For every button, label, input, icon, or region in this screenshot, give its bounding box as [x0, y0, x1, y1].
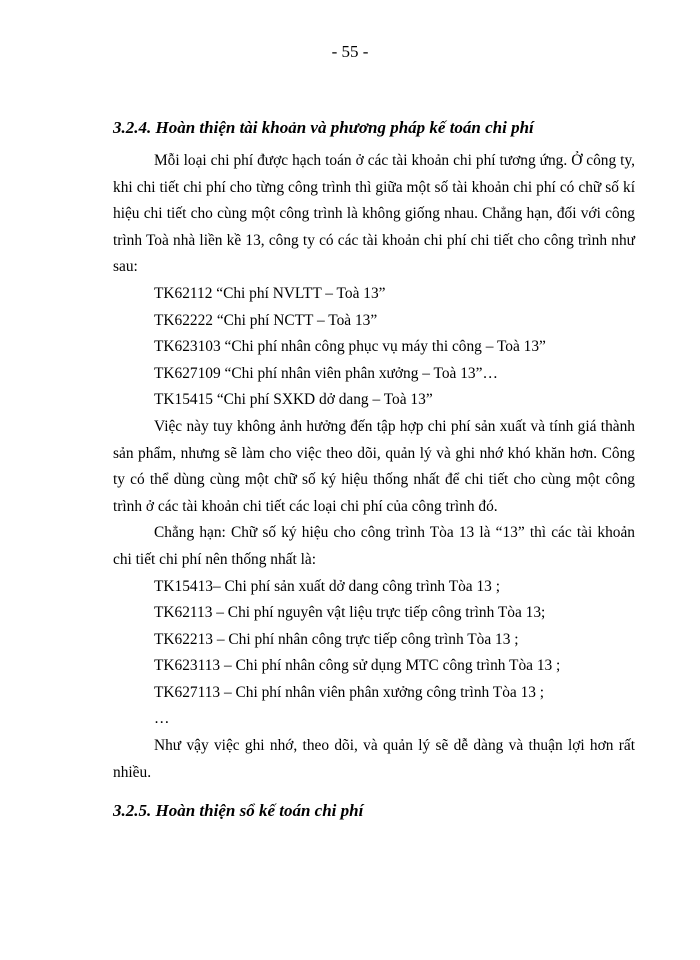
- account-line-current: TK627109 “Chi phí nhân viên phân xưởng – Toà 13”…: [154, 364, 498, 382]
- account-line-proposed: TK62213 – Chi phí nhân công trực tiếp công trình Tòa 13 ;: [154, 630, 519, 648]
- account-line-current: TK15415 “Chi phí SXKD dở dang – Toà 13”: [154, 391, 433, 409]
- page-number: - 55 -: [331, 42, 369, 61]
- paragraph-example: Chẳng hạn: Chữ số ký hiệu cho công trình Tòa 13 là “13” thì các tài khoản chi tiết chi phí nên thống nhất là:: [113, 524, 635, 568]
- account-line-current: TK62112 “Chi phí NVLTT – Toà 13”: [154, 284, 386, 302]
- account-line-proposed: TK623113 – Chi phí nhân công sử dụng MTC công trình Tòa 13 ;: [154, 657, 561, 675]
- account-line-current: TK62222 “Chi phí NCTT – Toà 13”: [154, 311, 378, 329]
- account-line-proposed: TK62113 – Chi phí nguyên vật liệu trực tiếp công trình Tòa 13;: [154, 604, 546, 622]
- account-line-proposed: TK627113 – Chi phí nhân viên phân xưởng công trình Tòa 13 ;: [154, 683, 545, 701]
- paragraph-conclusion: Như vậy việc ghi nhớ, theo dõi, và quản lý sẽ dễ dàng và thuận lợi hơn rất nhiều.: [113, 737, 635, 781]
- account-line-proposed: TK15413– Chi phí sản xuất dở dang công trình Tòa 13 ;: [154, 577, 500, 595]
- section-heading-3-2-5: 3.2.5. Hoàn thiện sổ kế toán chi phí: [113, 801, 364, 820]
- account-line-current: TK623103 “Chi phí nhân công phục vụ máy thi công – Toà 13”: [154, 338, 546, 356]
- paragraph-issue: Việc này tuy không ảnh hưởng đến tập hợp chi phí sản xuất và tính giá thành sản phẩm, nhưng sẽ làm cho việc theo dõi, quản lý và ghi nhớ khó khăn hơn. Công ty có thể dùng cùng một chữ số ký hiệu thống nhất để chi tiết cho cùng một công trình ở các tài khoản chi tiết các loại chi phí của công trình đó.: [113, 417, 635, 515]
- paragraph-intro: Mỗi loại chi phí được hạch toán ở các tài khoản chi phí tương ứng. Ở công ty, khi chi tiết chi phí cho từng công trình thì giữa một số tài khoản chi phí có chữ số kí hiệu chi tiết cho cùng một công trình là không giống nhau. Chẳng hạn, đối với công trình Toà nhà liền kề 13, công ty có các tài khoản chi phí chi tiết cho công trình như sau:: [113, 152, 635, 276]
- section-heading-3-2-4: 3.2.4. Hoàn thiện tài khoản và phương pháp kế toán chi phí: [113, 118, 534, 137]
- body-text: [113, 148, 635, 786]
- ellipsis-line: …: [154, 710, 170, 728]
